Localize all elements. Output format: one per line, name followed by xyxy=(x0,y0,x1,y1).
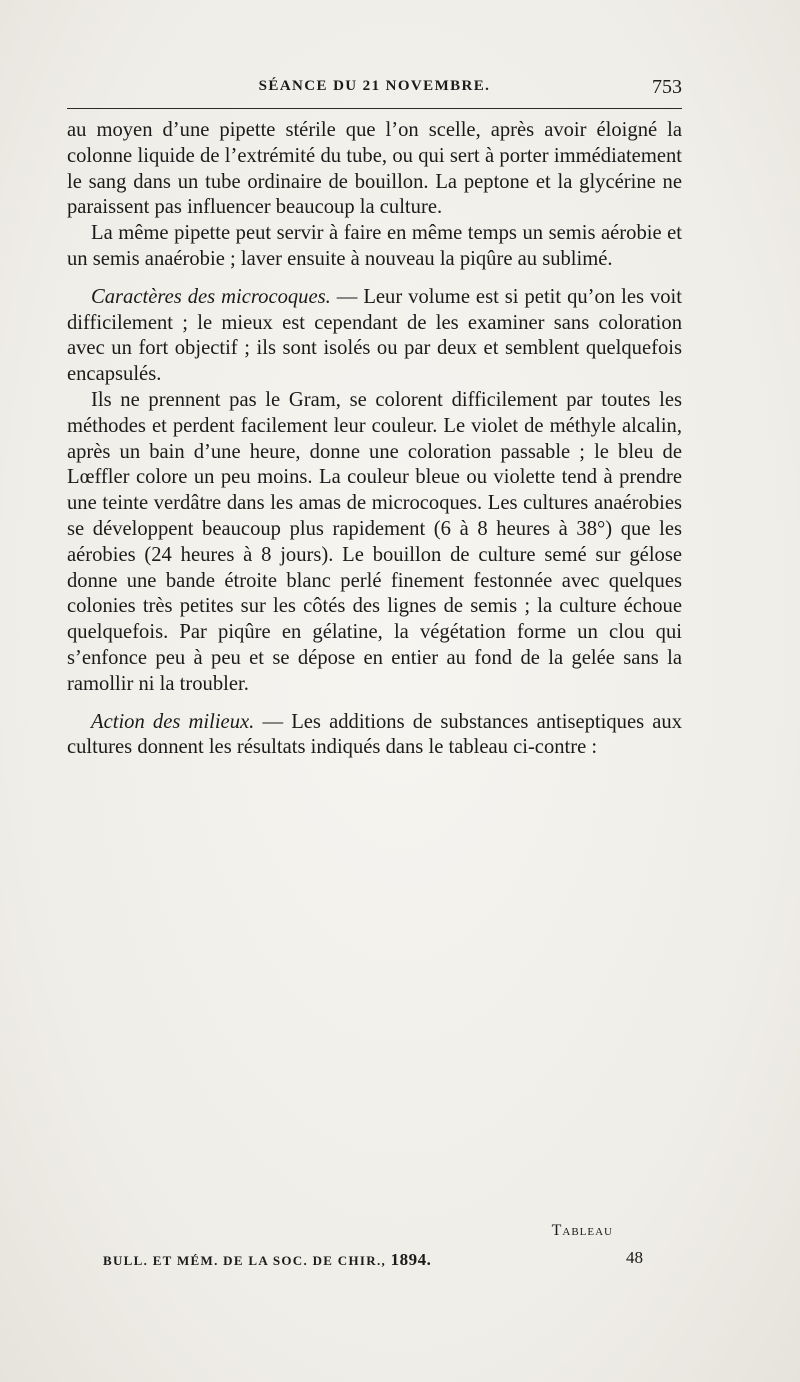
section-heading-microcoques: Caractères des microcoques. xyxy=(91,285,331,308)
running-title: SÉANCE DU 21 NOVEMBRE. xyxy=(258,78,491,94)
paragraph-microcoques xyxy=(67,285,682,388)
paragraph-2: La même pipette peut servir à faire en même temps un semis aérobie et un semis anaérobie ; laver ensuite à nouveau la piqûre au sublimé. xyxy=(67,222,682,270)
paragraph-milieux xyxy=(67,710,682,762)
paragraph-microcoques-text: — Leur volume est si petit qu’on les voit difficilement ; le mieux est cependant de les examiner sans coloration avec un fort objectif ; ils sont isolés ou par deux et semblent quelquefois encapsulés. xyxy=(67,285,682,386)
body-text xyxy=(67,118,682,761)
footer-year: 1894. xyxy=(390,1250,432,1269)
paragraph-milieux-text: — Les additions de substances antiseptiques aux cultures donnent les résultats indiqués dans le tableau ci-contre : xyxy=(67,710,682,759)
paragraph-1: au moyen d’une pipette stérile que l’on scelle, après avoir éloigné la colonne liquide de l’extrémité du tube, ou qui sert à porter immédiatement le sang dans un tube ordinaire de bouillon. La peptone et la glycérine ne paraissent pas influencer beaucoup la culture. xyxy=(67,119,682,219)
page-number: 753 xyxy=(652,76,682,98)
page-footer xyxy=(103,1248,643,1272)
footer-title xyxy=(103,1250,431,1270)
signature-mark: 48 xyxy=(626,1248,643,1267)
running-head xyxy=(67,76,682,100)
header-rule xyxy=(67,108,682,109)
paragraph-4: Ils ne prennent pas le Gram, se colorent difficilement par toutes les méthodes et perdent facilement leur couleur. Le violet de méthyle alcalin, après un bain d’une heure, donne une coloration passable ; le bleu de Lœffler colore un peu moins. La couleur bleue ou violette tend à prendre une teinte verdâtre dans les amas de microcoques. Les cultures anaérobies se développent beaucoup plus rapidement (6 à 8 heures à 38°) que les aérobies (24 heures à 8 jours). Le bouillon de culture semé sur gélose donne une bande étroite blanc perlé finement festonnée avec quelques colonies très petites sur les côtés des lignes de semis ; la culture échoue quelquefois. Par piqûre en gélatine, la végétation forme un clou qui s’enfonce peu à peu et se dépose en entier au fond de la gelée sans la ramollir ni la troubler. xyxy=(67,388,682,695)
section-heading-milieux: Action des milieux. xyxy=(91,710,255,733)
catchword: Tableau xyxy=(551,1222,613,1239)
footer-journal: BULL. ET MÉM. DE LA SOC. DE CHIR., xyxy=(103,1253,391,1268)
